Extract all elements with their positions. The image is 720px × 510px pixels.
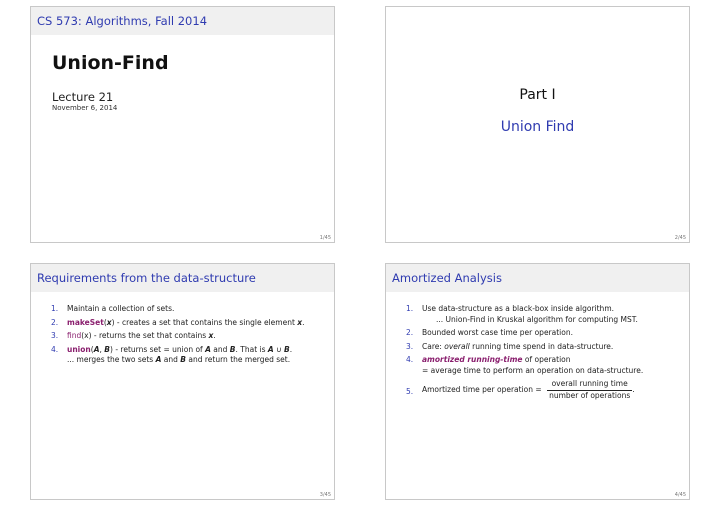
item-number: 4. bbox=[51, 344, 59, 354]
list-item bbox=[406, 304, 686, 325]
item-text: - creates a set that contains the single element bbox=[114, 317, 298, 327]
list-item bbox=[406, 355, 686, 376]
slide-header bbox=[31, 264, 334, 292]
item-text: . bbox=[289, 344, 293, 354]
variable: A bbox=[205, 344, 211, 354]
variable: A bbox=[93, 344, 100, 354]
slide-header bbox=[386, 264, 689, 292]
item-text: Maintain a collection of sets. bbox=[67, 304, 175, 313]
paren: ( bbox=[90, 344, 94, 354]
item-text: and bbox=[210, 344, 230, 354]
slide-2 bbox=[385, 6, 690, 243]
emphasis-text: overall bbox=[444, 341, 470, 351]
slide-heading: Requirements from the data-structure bbox=[37, 271, 256, 285]
page-number: 3/45 bbox=[319, 492, 331, 498]
paren: ) bbox=[111, 317, 115, 327]
item-text: Bounded worst case time per operation. bbox=[422, 328, 573, 337]
fraction bbox=[547, 379, 635, 401]
course-title: CS 573: Algorithms, Fall 2014 bbox=[37, 14, 208, 28]
slide-header bbox=[31, 7, 334, 35]
item-text: Amortized time per operation = bbox=[422, 385, 545, 394]
variable: A bbox=[155, 355, 162, 364]
item-text: ... Union-Find in Kruskal algorithm for computing MST. bbox=[436, 314, 638, 324]
page-number: 2/45 bbox=[674, 235, 686, 241]
keyword-union: union bbox=[67, 344, 91, 354]
item-text: and return the merged set. bbox=[186, 355, 291, 364]
list-item bbox=[406, 342, 686, 353]
keyword-find: find bbox=[67, 331, 82, 340]
item-number: 2. bbox=[51, 317, 59, 327]
item-text: of operation bbox=[522, 355, 571, 364]
item-text: and bbox=[161, 355, 181, 364]
item-text: . bbox=[302, 317, 305, 327]
list-item bbox=[51, 331, 321, 342]
fraction-denominator: number of operations bbox=[549, 390, 631, 400]
slide-3 bbox=[30, 263, 335, 500]
lecture-date: November 6, 2014 bbox=[52, 104, 118, 112]
list-item bbox=[51, 345, 321, 366]
slide-1 bbox=[30, 6, 335, 243]
variable: B bbox=[229, 344, 236, 354]
slide-heading: Amortized Analysis bbox=[392, 271, 502, 285]
item-text: ∪ bbox=[273, 344, 284, 354]
slide-title: Union-Find bbox=[52, 52, 169, 74]
list-item bbox=[406, 328, 686, 339]
amortized-list bbox=[406, 304, 686, 404]
item-text: - returns set = union of bbox=[112, 344, 206, 354]
list-item bbox=[51, 318, 321, 329]
paren: ( bbox=[103, 317, 107, 327]
item-text: ... merges the two sets bbox=[67, 355, 156, 364]
item-number: 3. bbox=[406, 341, 414, 351]
variable: B bbox=[180, 355, 186, 364]
variable: B bbox=[104, 344, 110, 354]
fraction-numerator: overall running time bbox=[547, 379, 632, 391]
page-number: 4/45 bbox=[674, 492, 686, 498]
item-text: running time spend in data-structure. bbox=[469, 341, 614, 351]
item-number: 1. bbox=[406, 304, 414, 313]
item-number: 1. bbox=[51, 304, 59, 313]
item-text: Use data-structure as a black-box inside algorithm. bbox=[422, 304, 615, 313]
variable: x bbox=[297, 317, 303, 327]
list-item bbox=[51, 304, 321, 315]
item-number: 4. bbox=[406, 355, 414, 364]
item-text: . That is bbox=[235, 344, 268, 354]
variable: x bbox=[208, 331, 214, 340]
variable: x bbox=[106, 317, 112, 327]
item-number: 2. bbox=[406, 328, 414, 337]
item-text: Care: bbox=[422, 341, 445, 351]
comma: , bbox=[99, 344, 105, 354]
paren: ) bbox=[110, 344, 113, 354]
part-label: Part I bbox=[519, 87, 556, 103]
page-number: 1/45 bbox=[319, 235, 331, 241]
item-text: . bbox=[632, 385, 635, 394]
keyword-amortized: amortized running-time bbox=[422, 355, 523, 364]
requirements-list bbox=[51, 304, 321, 369]
part-title: Union Find bbox=[500, 119, 575, 135]
item-text: = average time to perform an operation on data-structure. bbox=[422, 365, 644, 375]
item-number: 5. bbox=[406, 387, 414, 396]
lecture-number: Lecture 21 bbox=[52, 90, 114, 104]
keyword-makeset: makeSet bbox=[67, 317, 104, 327]
variable: A bbox=[267, 344, 274, 354]
list-item bbox=[406, 379, 686, 401]
slide-4 bbox=[385, 263, 690, 500]
item-number: 3. bbox=[51, 331, 59, 340]
item-text: (x) - returns the set that contains bbox=[81, 331, 209, 340]
variable: B bbox=[284, 344, 290, 354]
item-text: . bbox=[213, 331, 216, 340]
